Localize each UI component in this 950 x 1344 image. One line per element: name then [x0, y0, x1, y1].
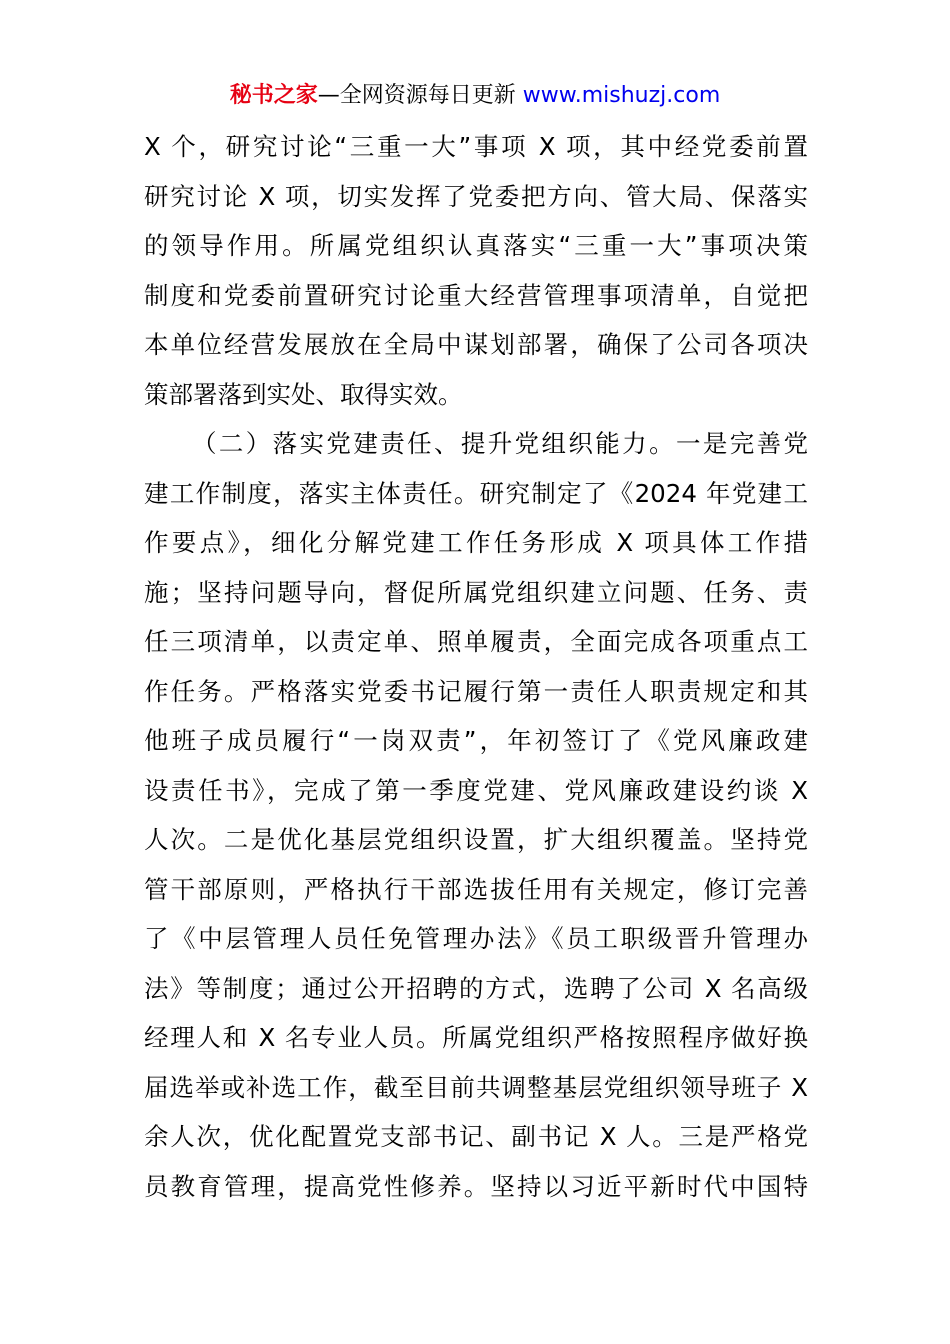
text-line: 经理人和 X 名专业人员。所属党组织严格按照程序做好换 [144, 1023, 808, 1052]
text-line: 施；坚持问题导向，督促所属党组织建立问题、任务、责 [144, 577, 808, 607]
text-line: 员教育管理，提高党性修养。坚持以习近平新时代中国特 [144, 1171, 808, 1201]
text-line: 任三项清单，以责定单、照单履责，全面完成各项重点工 [144, 627, 808, 656]
text-line: 本单位经营发展放在全局中谋划部署，确保了公司各项决 [144, 330, 808, 359]
text-line: 作任务。严格落实党委书记履行第一责任人职责规定和其 [144, 676, 808, 706]
text-line: 他班子成员履行“一岗双责”，年初签订了《党风廉政建 [144, 726, 808, 755]
text-line: 设责任书》，完成了第一季度党建、党风廉政建设约谈 X [144, 775, 808, 805]
text-line: 研究讨论 X 项，切实发挥了党委把方向、管大局、保落实 [144, 181, 808, 211]
site-banner [0, 80, 950, 112]
section-heading-line: （二）落实党建责任、提升党组织能力。一是完善党 [192, 429, 808, 458]
text-line: 制度和党委前置研究讨论重大经营管理事项清单，自觉把 [144, 280, 808, 310]
banner-tagline: —全网资源每日更新 [317, 83, 516, 108]
document-body [144, 122, 808, 1211]
text-line: X 个，研究讨论“三重一大”事项 X 项，其中经党委前置 [144, 132, 808, 161]
text-line: 届选举或补选工作，截至目前共调整基层党组织领导班子 X [144, 1072, 808, 1102]
text-line: 的领导作用。所属党组织认真落实“三重一大”事项决策 [144, 231, 808, 260]
brand-name: 秘书之家 [229, 83, 318, 108]
text-line: 了《中层管理人员任免管理办法》《员工职级晋升管理办 [144, 924, 808, 953]
site-url-link[interactable]: www.mishuzj.com [522, 83, 721, 108]
text-line: 法》等制度；通过公开招聘的方式，选聘了公司 X 名高级 [144, 973, 808, 1003]
text-line: 人次。二是优化基层党组织设置，扩大组织覆盖。坚持党 [144, 825, 808, 854]
text-line: 策部署落到实处、取得实效。 [144, 379, 463, 409]
text-line: 管干部原则，严格执行干部选拔任用有关规定，修订完善 [144, 874, 808, 904]
text-line: 作要点》，细化分解党建工作任务形成 X 项具体工作措 [144, 528, 808, 557]
text-line: 建工作制度，落实主体责任。研究制定了《2024 年党建工 [144, 478, 808, 508]
text-line: 余人次，优化配置党支部书记、副书记 X 人。三是严格党 [144, 1122, 808, 1151]
